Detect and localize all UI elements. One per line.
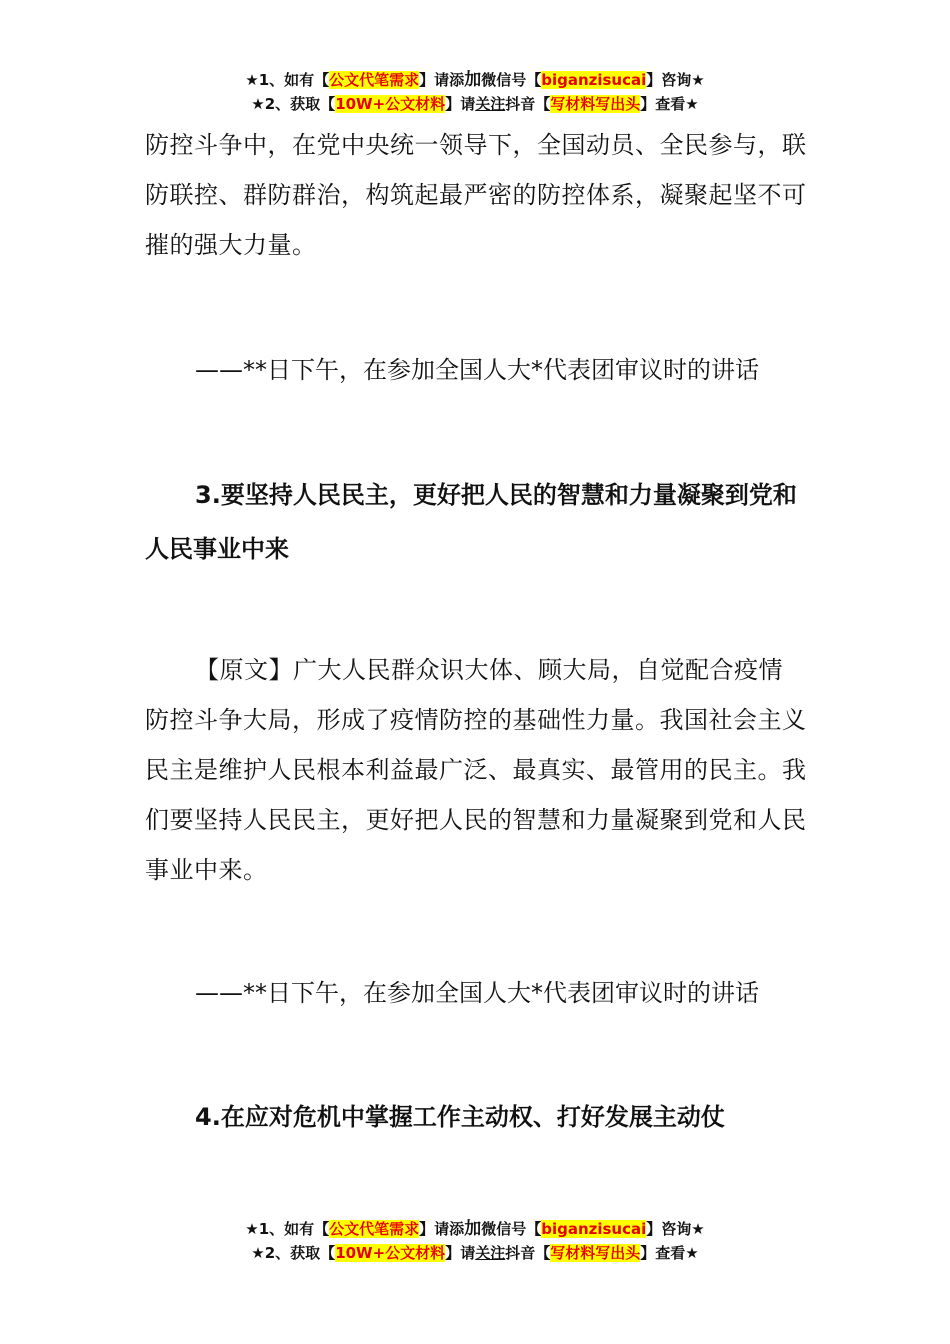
body-paragraph: 【原文】广大人民群众识大体、顾大局，自觉配合疫情防控斗争大局，形成了疫情防控的基础性力量。我国社会主义民主是维护人民根本利益最广泛、最真实、最管用的民主。我们要坚持人民民主，更好把人民的智慧和力量凝聚到党和人民事业中来。 — [145, 656, 807, 884]
banner-douyin-id: 写材料写出头 — [550, 1244, 641, 1262]
header-banner — [0, 68, 950, 116]
banner-line-2: ★2、获取【10W+公文材料】请关注抖音【写材料写出头】查看★ — [251, 1244, 699, 1262]
quote-source: ——**日下午，在参加全国人大*代表团审议时的讲话 — [195, 979, 759, 1007]
banner-wechat-id: biganzisucai — [541, 71, 647, 89]
banner-highlight: 公文代笔需求 — [329, 1220, 420, 1238]
body-paragraph: 防控斗争中，在党中央统一领导下，全国动员、全民参与，联防联控、群防群治，构筑起最严密的防控体系，凝聚起坚不可摧的强大力量。 — [145, 131, 807, 259]
banner-highlight: 公文代笔需求 — [329, 71, 420, 89]
footer-banner — [0, 1217, 950, 1265]
banner-line-2: ★2、获取【10W+公文材料】请关注抖音【写材料写出头】查看★ — [251, 95, 699, 113]
banner-highlight: 10W+公文材料 — [335, 95, 446, 113]
quote-source: ——**日下午，在参加全国人大*代表团审议时的讲话 — [195, 356, 759, 384]
section-heading-3: 3.要坚持人民民主，更好把人民的智慧和力量凝聚到党和人民事业中来 — [145, 481, 797, 563]
banner-wechat-id: biganzisucai — [541, 1220, 647, 1238]
banner-douyin-id: 写材料写出头 — [550, 95, 641, 113]
banner-line-1: ★1、如有【公文代笔需求】请添加微信号【biganzisucai】咨询★ — [245, 1219, 705, 1239]
banner-highlight: 10W+公文材料 — [335, 1244, 446, 1262]
section-heading-4: 4.在应对危机中掌握工作主动权、打好发展主动仗 — [195, 1103, 725, 1131]
banner-line-1: ★1、如有【公文代笔需求】请添加微信号【biganzisucai】咨询★ — [245, 70, 705, 90]
